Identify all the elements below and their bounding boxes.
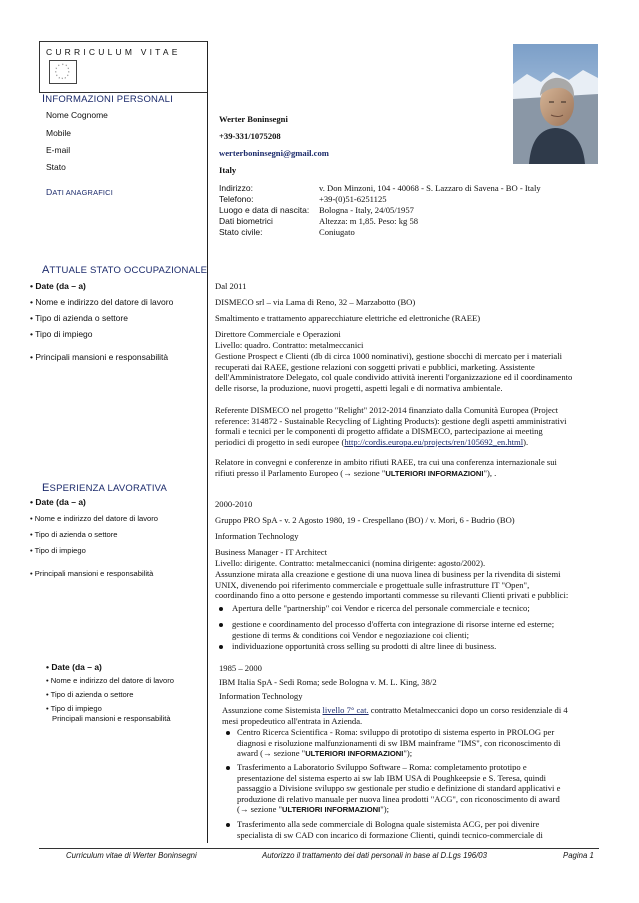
footer-page-number: Pagina 1 — [563, 851, 594, 860]
personal-data-labels — [219, 183, 309, 238]
job2-label-duties: Principali mansioni e responsabilità — [52, 714, 171, 723]
job1-employer: Gruppo PRO SpA - v. 2 Agosto 1980, 19 - Crespellano (BO) / v. Mori, 6 - Budrio (BO) — [215, 515, 515, 525]
job1-label-sector: • Tipo di azienda o settore — [30, 530, 118, 539]
footer-divider — [39, 848, 599, 849]
current-employer: DISMECO srl – via Lama di Reno, 32 – Marzabotto (BO) — [215, 297, 416, 307]
further-info-ref[interactable]: ULTERIORI INFORMAZIONI — [385, 468, 484, 478]
label-marital: Stato civile: — [219, 227, 263, 237]
current-sector: Smaltimento e trattamento apparecchiature elettriche ed elettroniche (RAEE) — [215, 313, 481, 323]
job2-employer: IBM Italia SpA - Sedi Roma; sede Bologna v. M. L. King, 38/2 — [219, 677, 437, 687]
svg-text:*: * — [68, 70, 70, 75]
current-label-sector: • Tipo di azienda o settore — [30, 313, 128, 323]
job2-label-role: • Tipo di impiego — [46, 704, 102, 713]
svg-text:*: * — [65, 64, 68, 68]
job1-bullet: Apertura delle "partnership" coi Vendor e ricerca del personale commerciale e tecnico; — [219, 603, 599, 614]
footer-left: Curriculum vitae di Werter Boninsegni — [66, 851, 197, 860]
personal-data-values — [319, 183, 541, 238]
value-country: Italy — [219, 165, 237, 175]
current-label-duties: • Principali mansioni e responsabilità — [30, 352, 169, 362]
personal-data-heading: DATI ANAGRAFICI — [46, 187, 113, 197]
cv-header-box — [39, 41, 208, 93]
label-address: Indirizzo: — [219, 183, 254, 193]
value-address: v. Don Minzoni, 104 - 40068 - S. Lazzaro di Savena - BO - Italy — [319, 183, 541, 193]
current-label-role: • Tipo di impiego — [30, 329, 93, 339]
job2-bullet-3: Trasferimento alla sede commerciale di Bologna quale sistemista ACG, per poi divenire specialista di sw CAD con incarico di formazione Clienti, quindi tecnico-commerciale di — [226, 819, 599, 840]
value-marital: Coniugato — [319, 227, 355, 237]
current-date: Dal 2011 — [215, 281, 247, 291]
value-birth: Bologna - Italy, 24/05/1957 — [319, 205, 414, 215]
job1-date: 2000-2010 — [215, 499, 253, 509]
job2-label-sector: • Tipo di azienda o settore — [46, 690, 134, 699]
value-phone: +39-(0)51-6251125 — [319, 194, 387, 204]
job1-bullet-cont: gestione di terms & conditions coi Vendor e negoziazione coi clienti; — [232, 630, 470, 640]
svg-text:*: * — [55, 70, 57, 75]
job1-bullet: gestione e coordinamento del processo d'offerta con integrazione di risorse interne ed esterne; — [219, 619, 599, 630]
job1-label-role: • Tipo di impiego — [30, 546, 86, 555]
current-project: Referente DISMECO nel progetto "Relight" 2012-2014 finanziato dalla Comunità Europea (Project reference: 314872 - Sustainable Recycling of Lighting Products): gestione degli aspetti amministrativi formali e tecnici per le componenti di progetto affidate a DISMECO, partecipazione ai meeting periodici di progetto in sedi europee (http://cordis.europa.eu/projects/ren/105692_en.html). — [215, 405, 567, 447]
label-name: Nome Cognome — [46, 110, 108, 120]
svg-text:*: * — [67, 74, 69, 78]
project-link[interactable]: http://cordis.europa.eu/projects/ren/105692_en.html — [344, 436, 524, 447]
job1-label-date: • Date (da – a) — [30, 497, 86, 507]
profile-photo — [513, 44, 598, 164]
current-duties: Gestione Prospect e Clienti (db di circa 1000 nominativi), gestione sbocchi di mercato per i materiali recuperati dai RAEE, gestione relazioni con soggetti privati e pubblici, marketing. Assistente dell'Amministratore Delegato, col quale condivido attività inerenti l'organizzazione ed il coordinamento delle risorse, la produzione, nuovi progetti, aspetti legali e di normativa ambientale. — [215, 351, 573, 393]
label-birth: Luogo e data di nascita: — [219, 205, 310, 215]
svg-text:*: * — [64, 76, 67, 81]
job2-label-date: • Date (da – a) — [46, 662, 102, 672]
current-job-heading: ATTUALE STATO OCCUPAZIONALE — [42, 264, 208, 276]
column-divider — [207, 41, 208, 843]
further-info-ref[interactable]: ULTERIORI INFORMAZIONI — [305, 749, 404, 759]
current-label-date: • Date (da – a) — [30, 281, 86, 291]
label-email: E-mail — [46, 145, 71, 155]
current-label-employer: • Nome e indirizzo del datore di lavoro — [30, 297, 174, 307]
value-biometric: Altezza: m 1,85. Peso: kg 58 — [319, 216, 419, 226]
svg-text:*: * — [56, 74, 58, 78]
job1-label-duties: • Principali mansioni e responsabilità — [30, 569, 154, 578]
current-role: Direttore Commerciale e Operazioni Livello: quadro. Contratto: metalmeccanici — [215, 329, 364, 350]
svg-text:*: * — [55, 67, 58, 71]
label-phone: Telefono: — [219, 194, 254, 204]
job2-date: 1985 – 2000 — [219, 663, 262, 673]
svg-text:*: * — [62, 63, 64, 67]
job1-role: Business Manager - IT Architect Livello: dirigente. Contratto: metalmeccanici (nomina dirigente: agosto/2002). — [215, 547, 486, 568]
value-mobile: +39-331/1075208 — [219, 131, 281, 141]
svg-text:*: * — [61, 77, 64, 81]
job2-bullet-2: Trasferimento a Laboratorio Sviluppo Software – Roma: completamento prototipo e presentazione del sistema esperto ai sw lab IBM USA di Poughkeepsie e S. Teresa, quindi passaggio a Divisione sviluppo sw gestionale per studio e definizione di standard applicativi e produzione di relativo manuale per nuova linea prodotti "ACG", con riconoscimento di award (→ sezione "ULTERIORI INFORMAZIONI"); — [226, 762, 599, 816]
svg-text:*: * — [58, 76, 61, 81]
level-link[interactable]: livello 7° cat. — [322, 705, 369, 715]
experience-heading: ESPERIENZA LAVORATIVA — [42, 482, 168, 494]
svg-text:*: * — [67, 67, 70, 71]
label-mobile: Mobile — [46, 128, 72, 138]
svg-text:*: * — [58, 64, 60, 68]
current-conferences: Relatore in convegni e conferenze in ambito rifiuti RAEE, tra cui una conferenza internazionale sui rifiuti presso il Parlamento Europeo (→ sezione "ULTERIORI INFORMAZIONI"), . — [215, 457, 557, 478]
job1-duties: Assunzione mirata alla creazione e gestione di una nuova linea di business per la rivendita di sistemi UNIX, divenendo poi riferimento commerciale e progettuale sulle infrastrutture IT "Open", coordinando fino a otto persone e gestendo importanti commesse su rilevanti Clienti privati e pubblici: — [215, 569, 569, 601]
job2-label-employer: • Nome e indirizzo del datore di lavoro — [46, 676, 175, 685]
job1-sector: Information Technology — [215, 531, 299, 541]
cv-title: CURRICULUM VITAE — [46, 47, 181, 57]
footer-center: Autorizzo il trattamento dei dati personali in base al D.Lgs 196/03 — [262, 851, 487, 860]
further-info-ref[interactable]: ULTERIORI INFORMAZIONI — [282, 805, 381, 815]
label-country: Stato — [46, 162, 66, 172]
label-biometric: Dati biometrici — [219, 216, 273, 226]
value-email[interactable]: werterboninsegni@gmail.com — [219, 148, 329, 158]
job2-sector: Information Technology — [219, 691, 303, 701]
job2-intro: Assunzione come Sistemista livello 7° cat. contratto Metalmeccanici dopo un corso residenziale di 4 mesi propedeutico all'entrata in Azienda. — [222, 705, 568, 726]
personal-info-heading: INFORMAZIONI PERSONALI — [42, 93, 173, 105]
job1-bullet: individuazione opportunità cross selling su prodotti di altre linee di business. — [219, 641, 599, 652]
job2-bullet-1: Centro Ricerca Scientifica - Roma: sviluppo di prototipo di sistema esperto in PROLOG per diagnosi e risoluzione malfunzionamenti di sw IBM mainframe "IMS", con riconoscimento di award (→ sezione "ULTERIORI INFORMAZIONI"); — [226, 727, 599, 760]
eu-flag-icon — [49, 60, 77, 84]
job1-label-employer: • Nome e indirizzo del datore di lavoro — [30, 514, 159, 523]
value-name: Werter Boninsegni — [219, 114, 288, 124]
